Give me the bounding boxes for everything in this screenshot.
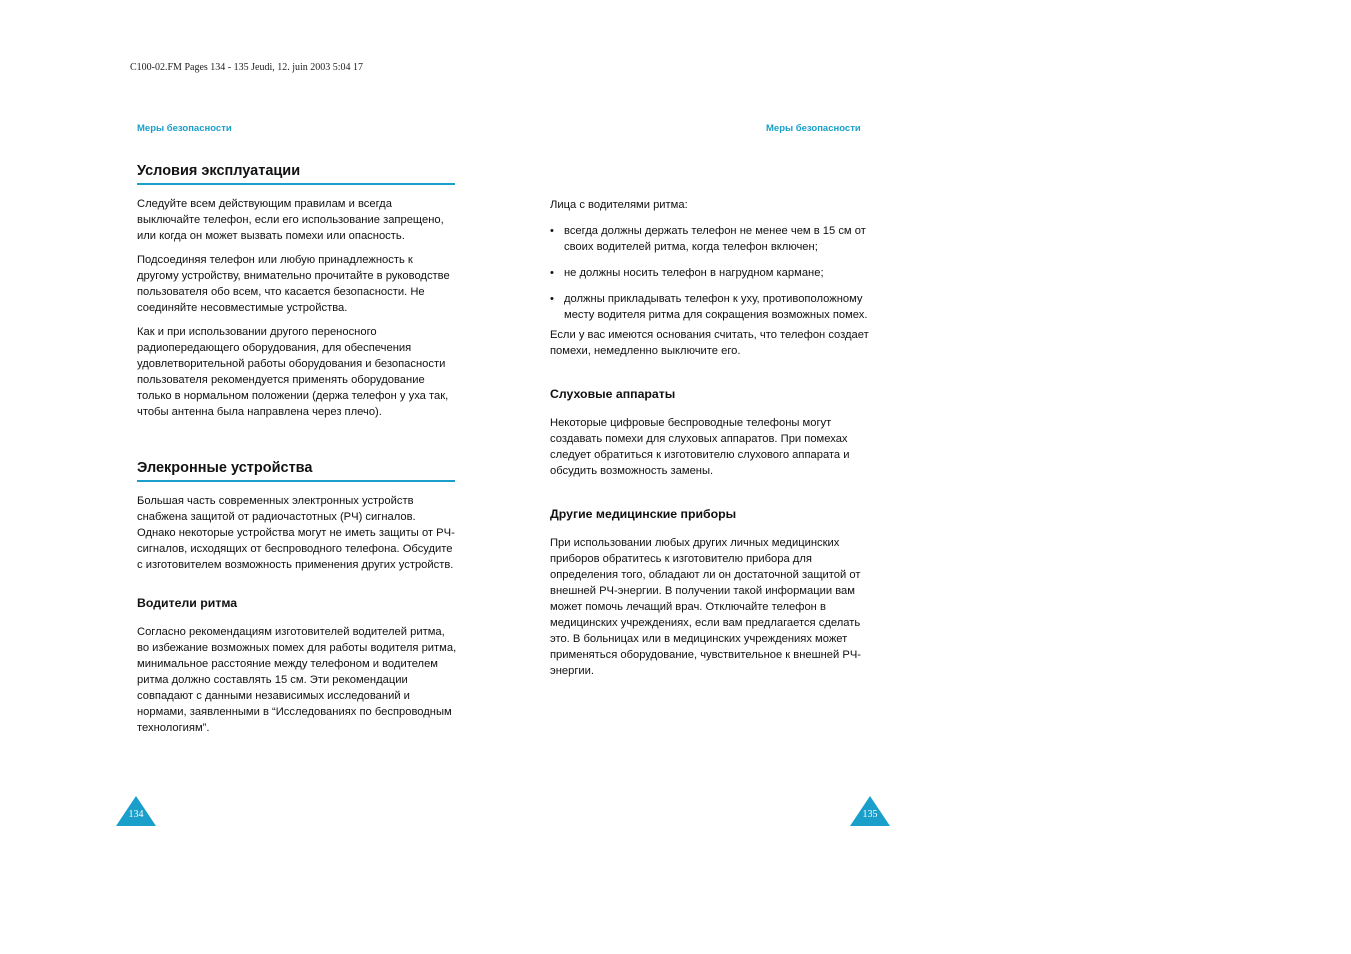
- paragraph: При использовании любых других личных медицинских приборов обратитесь к изготовителю прибора для определения того, обладают ли он достаточной защитой от внешней РЧ-энергии. В получении такой информации вам может помочь лечащий врач. Отключайте телефон в медицинских учреждениях, если вам предлагается сделать это. В больницах или в медицинских учреждениях может применяться оборудование, чувствительное к внешней РЧ-энергии.: [550, 537, 862, 677]
- running-head-left: Меры безопасности: [137, 123, 232, 134]
- paragraph: Как и при использовании другого переносного радиопередающего оборудования, для обеспечения удовлетворительной работы оборудования и безопасности пользователя рекомендуется применять оборудование только в нормальном положении (держа телефон у уха так, чтобы антенна была направлена через плечо).: [137, 326, 449, 418]
- left-page-column: [137, 163, 457, 736]
- section-heading-electronic-devices: Элекронные устройства: [137, 460, 455, 482]
- list-item: [550, 291, 880, 323]
- page-number-marker-left: [116, 796, 156, 826]
- page-number-left: 134: [128, 809, 144, 820]
- list-item-text: всегда должны держать телефон не менее чем в 15 см от своих водителей ритма, когда телефон включен;: [564, 225, 866, 253]
- list-item-text: должны прикладывать телефон к уху, противоположному месту водителя ритма для сокращения возможных помех.: [564, 293, 868, 321]
- section-heading-conditions: Условия эксплуатации: [137, 163, 455, 185]
- list-item-text: не должны носить телефон в нагрудном кармане;: [564, 267, 824, 279]
- print-header: C100-02.FM Pages 134 - 135 Jeudi, 12. juin 2003 5:04 17: [130, 62, 364, 73]
- right-page-column: [550, 197, 880, 679]
- list-item: [550, 223, 880, 255]
- page-number-right: 135: [862, 809, 878, 820]
- paragraph: Подсоединяя телефон или любую принадлежность к другому устройству, внимательно прочитайте в руководстве пользователя обо всем, что касается безопасности. Не соединяйте несовместимые устройства.: [137, 254, 450, 314]
- paragraph: Следуйте всем действующим правилам и всегда выключайте телефон, если его использование запрещено, или когда он может вызвать помехи или опасность.: [137, 198, 444, 242]
- page-number-marker-right: [850, 796, 890, 826]
- paragraph: Большая часть современных электронных устройств снабжена защитой от радиочастотных (РЧ) сигналов. Однако некоторые устройства могут не иметь защиты от РЧ-сигналов, исходящих от беспроводного телефона. Обсудите с изготовителем возможность применения других устройств.: [137, 495, 455, 571]
- paragraph: Согласно рекомендациям изготовителей водителей ритма, во избежание возможных помех для работы водителя ритма, минимальное расстояние между телефоном и водителем ритма должно составлять 15 см. Эти рекомендации совпадают с данными независимых исследований и нормами, заявленными в “Исследованиях по беспроводным технологиям”.: [137, 626, 457, 734]
- list-item: [550, 265, 880, 281]
- subheading-pacemakers: Водители ритма: [137, 596, 238, 610]
- running-head-right: Меры безопасности: [766, 123, 861, 134]
- paragraph: Лица с водителями ритма:: [550, 199, 688, 211]
- bullet-icon: •: [550, 267, 554, 279]
- paragraph: Если у вас имеются основания считать, что телефон создает помехи, немедленно выключите его.: [550, 329, 869, 357]
- subheading-other-medical-devices: Другие медицинские приборы: [550, 507, 737, 521]
- bullet-icon: •: [550, 225, 554, 237]
- subheading-hearing-aids: Слуховые аппараты: [550, 387, 676, 401]
- pacemaker-bullet-list: [550, 223, 880, 323]
- bullet-icon: •: [550, 293, 554, 305]
- paragraph: Некоторые цифровые беспроводные телефоны могут создавать помехи для слуховых аппаратов. При помехах следует обратиться к изготовителю слухового аппарата и обсудить возможность замены.: [550, 417, 850, 477]
